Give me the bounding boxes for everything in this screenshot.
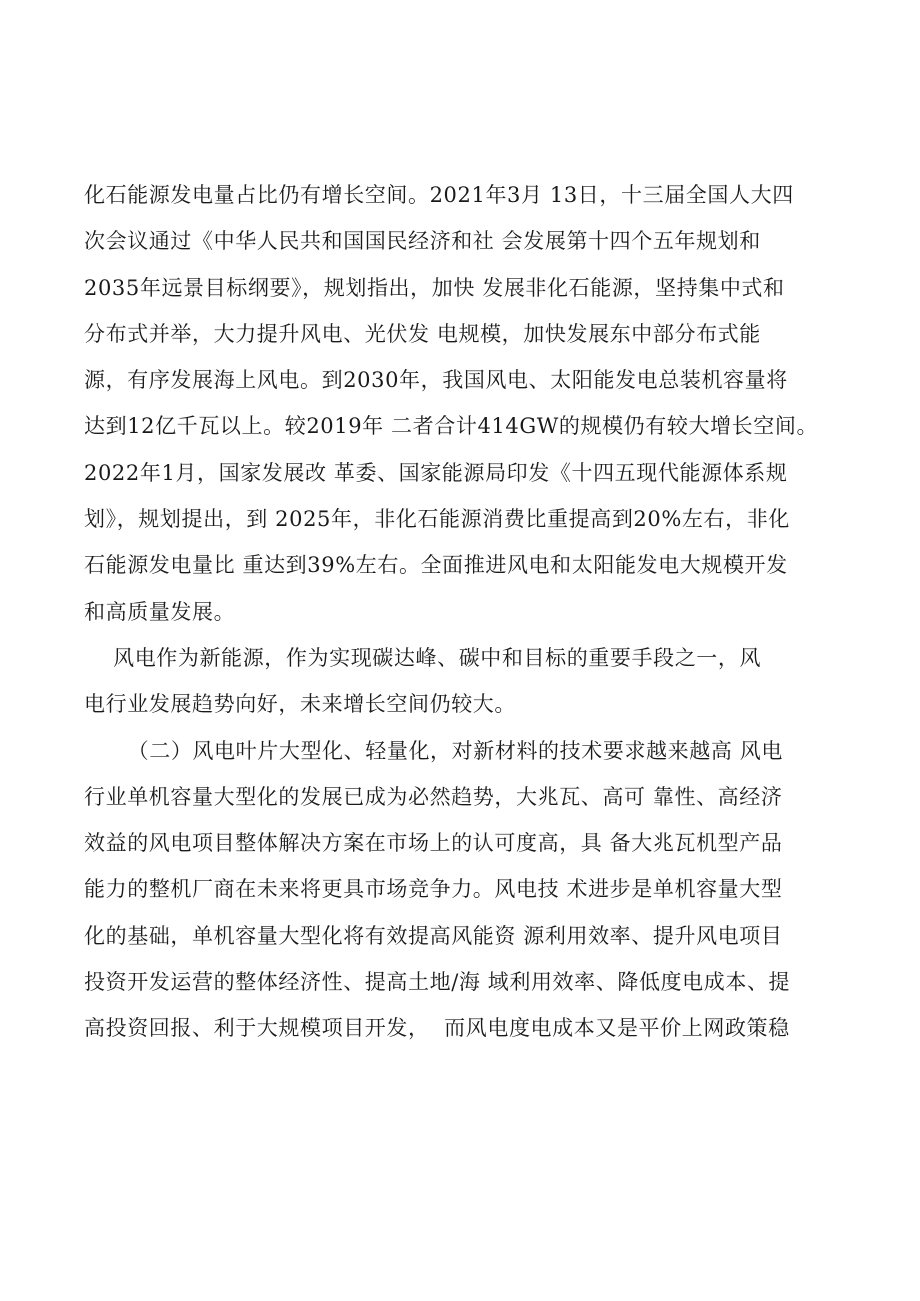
- text-line: 电行业发展趋势向好，未来增长空间仍较大。: [84, 692, 516, 717]
- paragraph-1: [84, 172, 844, 635]
- text-line: 次会议通过《中华人民共和国国民经济和社 会发展第十四个五年规划和: [84, 229, 761, 254]
- text-line: 化的基础，单机容量大型化将有效提高风能资 源利用效率、提升风电项目: [84, 923, 783, 948]
- paragraph-3: [84, 728, 844, 1052]
- text-line: 效益的风电项目整体解决方案在市场上的认可度高，具 备大兆瓦机型产品: [84, 831, 783, 856]
- text-line: 化石能源发电量占比仍有增长空间。2021年3月 13日，十三届全国人大四: [84, 183, 794, 207]
- text-line: 达到12亿千瓦以上。较2019年 二者合计414GW的规模仍有较大增长空间。: [84, 414, 819, 439]
- text-line: 风电作为新能源，作为实现碳达峰、碳中和目标的重要手段之一，风: [84, 645, 762, 670]
- text-line: 能力的整机厂商在未来将更具市场竞争力。风电技 术进步是单机容量大型: [84, 877, 783, 902]
- text-line: 石能源发电量比 重达到39%左右。全面推进风电和太阳能发电大规模开发: [84, 553, 788, 578]
- text-line: （二）风电叶片大型化、轻量化，对新材料的技术要求越来越高 风电: [84, 738, 783, 763]
- text-line: 划》，规划提出，到 2025年，非化石能源消费比重提高到20%左右，非化: [84, 507, 790, 532]
- text-line: 2022年1月，国家发展改 革委、国家能源局印发《十四五现代能源体系规: [84, 460, 788, 485]
- document-body: [84, 172, 844, 1052]
- text-line: 2035年远景目标纲要》，规划指出，加快 发展非化石能源，坚持集中式和: [84, 275, 785, 300]
- text-line: 分布式并举，大力提升风电、光伏发 电规模，加快发展东中部分布式能: [84, 321, 761, 346]
- text-line: 和高质量发展。: [84, 599, 236, 624]
- text-line: 投资开发运营的整体经济性、提高土地/海 域利用效率、降低度电成本、提: [84, 970, 791, 995]
- text-line: 高投资回报、利于大规模项目开发， 而风电度电成本又是平价上网政策稳: [84, 1016, 790, 1041]
- paragraph-2: [84, 635, 844, 728]
- text-line: 行业单机容量大型化的发展已成为必然趋势，大兆瓦、高可 靠性、高经济: [84, 784, 783, 809]
- text-line: 源，有序发展海上风电。到2030年，我国风电、太阳能发电总装机容量将: [84, 368, 788, 393]
